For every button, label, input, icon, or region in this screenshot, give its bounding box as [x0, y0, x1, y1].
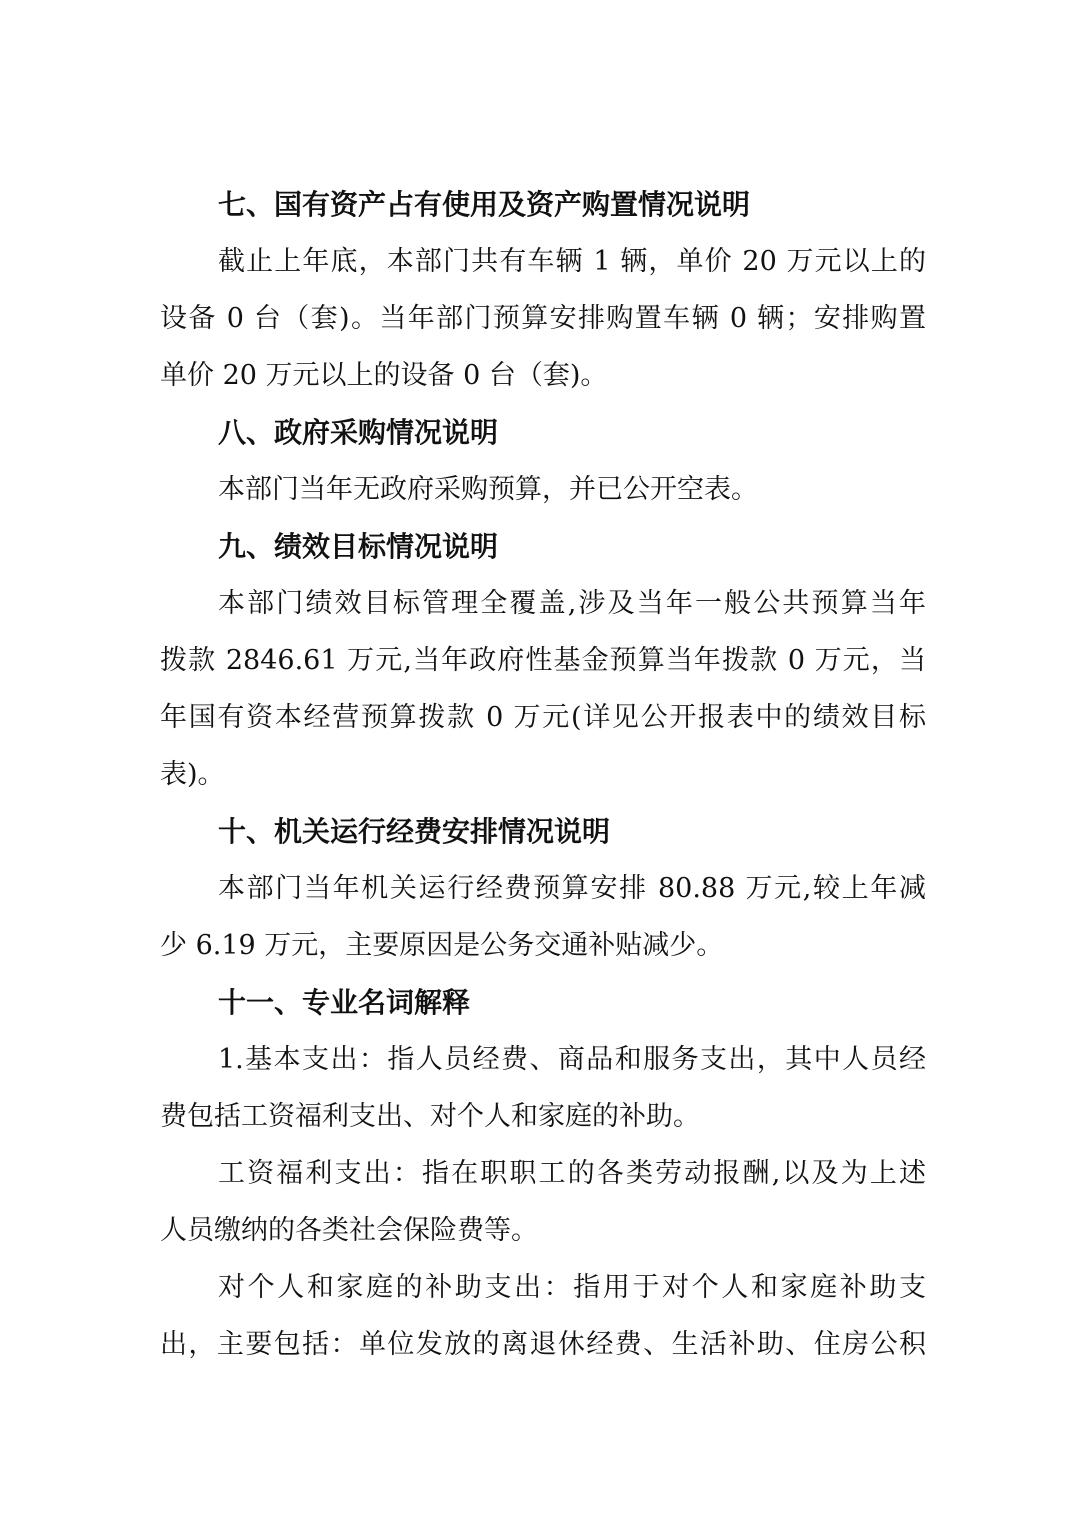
section-heading-10: 十、机关运行经费安排情况说明: [218, 815, 611, 848]
paragraph: [160, 461, 926, 518]
paragraph-line: 费包括工资福利支出、对个人和家庭的补助。: [160, 1101, 700, 1132]
paragraph: [160, 1145, 926, 1259]
section-heading-9: 九、绩效目标情况说明: [218, 530, 499, 563]
paragraph-line: 对个人和家庭的补助支出：指用于对个人和家庭补助支: [218, 1272, 926, 1303]
paragraph-line: 1.基本支出：指人员经费、商品和服务支出，其中人员经: [218, 1044, 926, 1075]
paragraph-line: 拨款 2846.61 万元,当年政府性基金预算当年拨款 0 万元，当: [160, 645, 926, 676]
paragraph-line: 少 6.19 万元，主要原因是公务交通补贴减少。: [160, 930, 724, 961]
paragraph: [160, 575, 926, 803]
paragraph: [160, 1259, 926, 1373]
paragraph: [160, 233, 926, 404]
section-heading-8: 八、政府采购情况说明: [218, 416, 499, 449]
paragraph: [160, 1031, 926, 1145]
paragraph-line: 本部门当年无政府采购预算，并已公开空表。: [218, 474, 758, 505]
paragraph-line: 截止上年底，本部门共有车辆 1 辆，单价 20 万元以上的: [218, 246, 926, 277]
document-page: [160, 176, 926, 1373]
paragraph-line: 表)。: [160, 759, 225, 790]
paragraph-line: 人员缴纳的各类社会保险费等。: [160, 1215, 538, 1246]
paragraph-line: 工资福利支出：指在职职工的各类劳动报酬,以及为上述: [218, 1158, 926, 1189]
paragraph-line: 年国有资本经营预算拨款 0 万元(详见公开报表中的绩效目标: [160, 702, 926, 733]
paragraph-line: 本部门绩效目标管理全覆盖,涉及当年一般公共预算当年: [218, 588, 926, 619]
paragraph-line: 出，主要包括：单位发放的离退休经费、生活补助、住房公积: [160, 1329, 926, 1360]
paragraph-line: 本部门当年机关运行经费预算安排 80.88 万元,较上年减: [218, 873, 926, 904]
section-heading-7: 七、国有资产占有使用及资产购置情况说明: [218, 188, 751, 221]
paragraph: [160, 860, 926, 974]
paragraph-line: 单价 20 万元以上的设备 0 台（套)。: [160, 360, 608, 391]
section-heading-11: 十一、专业名词解释: [218, 986, 471, 1019]
paragraph-line: 设备 0 台（套)。当年部门预算安排购置车辆 0 辆；安排购置: [160, 303, 926, 334]
